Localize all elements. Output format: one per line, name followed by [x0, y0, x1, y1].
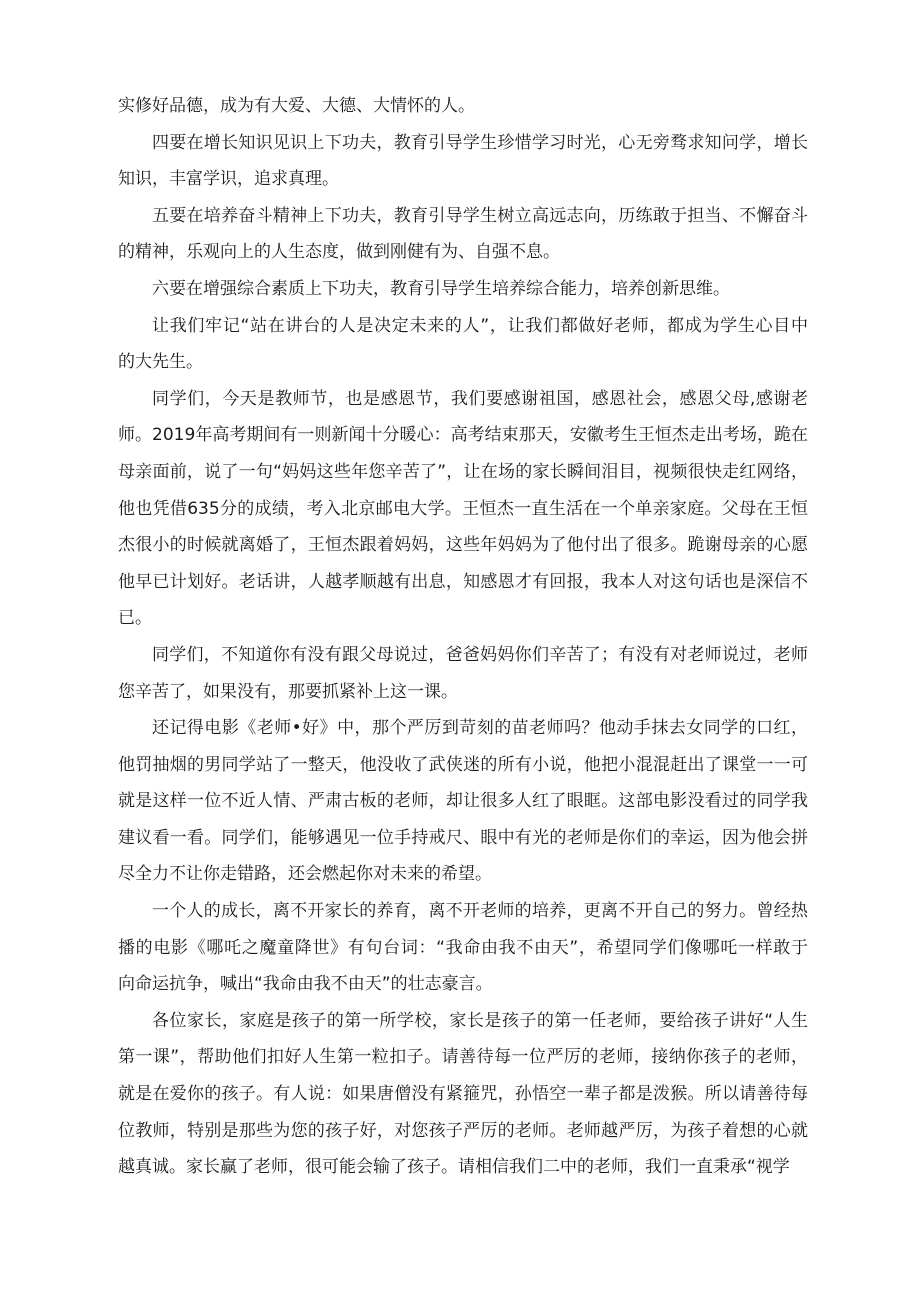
paragraph-line: 实修好品德，成为有大爱、大德、大情怀的人。 — [118, 96, 475, 116]
paragraph-line: 尽全力不让你走错路，还会燃起你对未来的希望。 — [118, 864, 492, 885]
paragraph-line: 知识，丰富学识，追求真理。 — [118, 169, 339, 190]
paragraph-line: 四要在增长知识见识上下功夫，教育引导学生珍惜学习时光，心无旁骛求知问学，增长 — [152, 132, 808, 153]
paragraph-line: 六要在增强综合素质上下功夫，教育引导学生培养综合能力，培养创新思维。 — [152, 278, 730, 299]
paragraph-line: 一个人的成长，离不开家长的养育，离不开老师的培养，更离不开自己的努力。曾经热 — [152, 901, 808, 922]
paragraph-line: 他也凭借635分的成绩，考入北京邮电大学。王恒杰一直生活在一个单亲家庭。父母在王恒 — [118, 498, 808, 519]
paragraph-line: 他罚抽烟的男同学站了一整天，他没收了武侠迷的所有小说，他把小混混赶出了课堂一一可 — [118, 754, 808, 775]
paragraph-line: 同学们，不知道你有没有跟父母说过，爸爸妈妈你们辛苦了；有没有对老师说过，老师 — [152, 644, 808, 665]
paragraph-line: 的精神，乐观向上的人生态度，做到刚健有为、自强不息。 — [118, 242, 560, 263]
paragraph-line: 五要在培养奋斗精神上下功夫，教育引导学生树立高远志向，历练敢于担当、不懈奋斗 — [152, 205, 808, 226]
paragraph-line: 向命运抗争，喊出“我命由我不由天”的壮志豪言。 — [118, 974, 493, 995]
paragraph-line: 还记得电影《老师•好》中，那个严厉到苛刻的苗老师吗？他动手抹去女同学的口红， — [152, 718, 808, 739]
paragraph-line: 第一课”，帮助他们扣好人生第一粒扣子。请善待每一位严厉的老师，接纳你孩子的老师， — [118, 1047, 808, 1068]
paragraph-line: 同学们，今天是教师节，也是感恩节，我们要感谢祖国，感恩社会，感恩父母,感谢老 — [152, 388, 808, 409]
paragraph-line: 就是这样一位不近人情、严肃古板的老师，却让很多人红了眼眶。这部电影没看过的同学我 — [118, 791, 808, 812]
paragraph-line: 让我们牢记“站在讲台的人是决定未来的人”，让我们都做好老师，都成为学生心目中 — [152, 315, 808, 336]
paragraph-line: 他早已计划好。老话讲，人越孝顺越有出息，知感恩才有回报，我本人对这句话也是深信不 — [118, 571, 808, 592]
paragraph-line: 越真诚。家长赢了老师，很可能会输了孩子。请相信我们二中的老师，我们一直秉承“视学 — [118, 1157, 790, 1178]
paragraph-line: 已。 — [118, 608, 152, 629]
paragraph-line: 位教师，特别是那些为您的孩子好，对您孩子严厉的老师。老师越严厉，为孩子着想的心就 — [118, 1120, 808, 1141]
paragraph-line: 播的电影《哪吒之魔童降世》有句台词：“我命由我不由天”，希望同学们像哪吒一样敢于 — [118, 937, 808, 958]
paragraph-line: 师。2019年高考期间有一则新闻十分暖心：高考结束那天，安徽考生王恒杰走出考场，跪在 — [118, 425, 808, 446]
paragraph-line: 各位家长，家庭是孩子的第一所学校，家长是孩子的第一任老师，要给孩子讲好“人生 — [152, 1010, 808, 1031]
paragraph-line: 就是在爱你的孩子。有人说：如果唐僧没有紧箍咒，孙悟空一辈子都是泼猴。所以请善待每 — [118, 1084, 808, 1105]
paragraph-line: 母亲面前，说了一句“妈妈这些年您辛苦了”，让在场的家长瞬间泪目，视频很快走红网络， — [118, 461, 808, 482]
document-body — [118, 88, 808, 1186]
paragraph-line: 的大先生。 — [118, 352, 203, 373]
paragraph-line: 建议看一看。同学们，能够遇见一位手持戒尺、眼中有光的老师是你们的幸运，因为他会拼 — [118, 827, 808, 848]
paragraph-line: 您辛苦了，如果没有，那要抓紧补上这一课。 — [118, 681, 458, 702]
paragraph-line: 杰很小的时候就离婚了，王恒杰跟着妈妈，这些年妈妈为了他付出了很多。跪谢母亲的心愿 — [118, 535, 808, 556]
